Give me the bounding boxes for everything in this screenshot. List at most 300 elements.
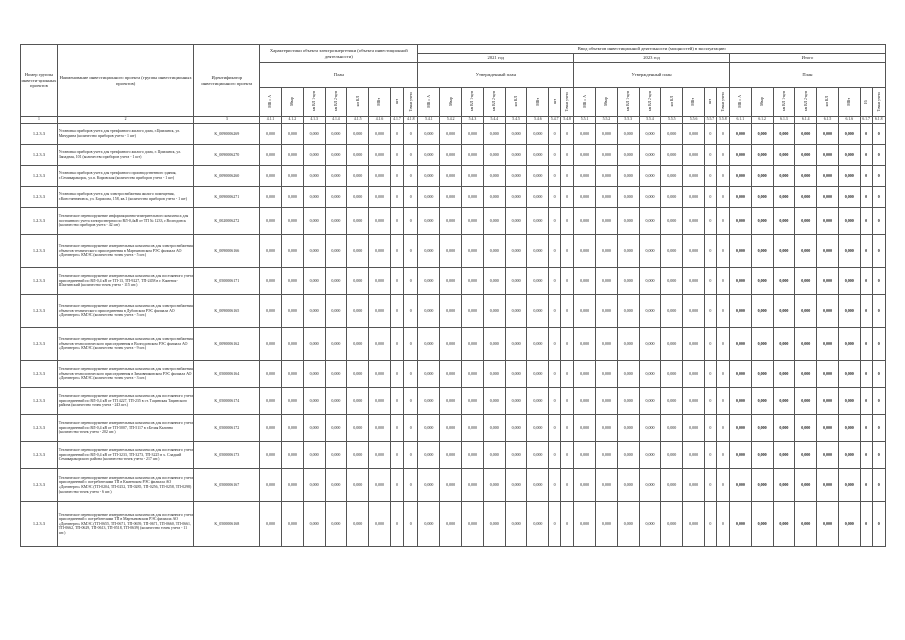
row-project-id-text: K_0500006164 <box>214 371 240 377</box>
row-value-text: 0,000 <box>266 131 276 137</box>
column-number <box>596 117 618 124</box>
row-value-text: 0,000 <box>446 278 456 284</box>
row-value-text: 0,000 <box>353 248 363 254</box>
row-value-text: 0,000 <box>287 173 297 179</box>
row-project-name <box>57 328 194 361</box>
row-value <box>549 145 561 166</box>
row-value-text: 0,000 <box>689 308 699 314</box>
row-value <box>751 328 773 361</box>
row-value <box>390 361 403 388</box>
row-value-text: 0 <box>877 131 880 137</box>
row-value-text: 0,000 <box>757 218 767 224</box>
row-value-text: 0 <box>721 278 724 284</box>
row-value <box>325 502 347 547</box>
row-value-text: 0,000 <box>823 521 832 527</box>
row-value-text: 0,000 <box>623 194 633 200</box>
row-value <box>838 415 860 442</box>
row-value-text: 0,000 <box>331 152 341 158</box>
row-value-text: 0,000 <box>533 173 543 179</box>
row-value <box>639 295 661 328</box>
row-value-text: 0,000 <box>667 173 677 179</box>
row-value <box>303 124 325 145</box>
row-value <box>729 388 751 415</box>
row-value <box>872 502 885 547</box>
row-value-text: 0,000 <box>779 278 789 284</box>
row-value-text: 0,000 <box>424 425 434 431</box>
column-number <box>527 117 549 124</box>
row-value <box>860 208 872 235</box>
characteristics-plan <box>260 63 418 88</box>
row-value <box>505 268 527 295</box>
row-value <box>795 502 817 547</box>
row-group-number <box>21 295 58 328</box>
row-value-text: 0,000 <box>580 398 590 404</box>
row-value <box>404 502 418 547</box>
unit-header <box>325 88 347 117</box>
row-value <box>527 328 549 361</box>
table-row <box>21 442 886 469</box>
row-value <box>773 166 795 187</box>
row-value-text: 0,000 <box>645 194 655 200</box>
row-value-text: 0,000 <box>375 278 384 284</box>
row-value <box>574 208 596 235</box>
row-value <box>729 187 751 208</box>
year-2021 <box>418 54 574 63</box>
row-value-text: 0 <box>709 278 712 284</box>
row-value-text: 0,000 <box>266 482 276 488</box>
row-value-text: 0,000 <box>533 131 543 137</box>
row-value-text: 0 <box>409 425 412 431</box>
row-value-text: 0,000 <box>467 152 477 158</box>
row-value <box>639 388 661 415</box>
row-value-text: 0,000 <box>467 194 477 200</box>
row-value <box>860 442 872 469</box>
row-value-text: 0,000 <box>779 248 789 254</box>
row-value-text: 0 <box>553 341 556 347</box>
row-value-text: 0,000 <box>424 398 434 404</box>
row-value <box>561 166 574 187</box>
row-value <box>549 469 561 502</box>
row-group-number <box>21 388 58 415</box>
row-value-text: 0,000 <box>667 341 677 347</box>
row-value-text: 0,000 <box>353 425 363 431</box>
row-value-text: 0 <box>566 152 569 158</box>
row-value <box>462 235 484 268</box>
row-value-text: 0,000 <box>601 218 611 224</box>
column-number <box>773 117 795 124</box>
row-value <box>729 328 751 361</box>
row-value-text: 0 <box>553 131 556 137</box>
row-group-number-text: 1.2.3.3 <box>32 452 45 458</box>
unit-header <box>561 88 574 117</box>
row-group-number-text: 1.2.3.3 <box>32 131 45 137</box>
row-value-text: 0,000 <box>511 131 521 137</box>
row-value-text: 0,000 <box>823 308 832 314</box>
row-value-text: 0 <box>865 341 868 347</box>
row-value <box>773 442 795 469</box>
row-value-text: 0,000 <box>467 371 477 377</box>
row-value <box>704 502 716 547</box>
row-value-text: 0,000 <box>580 308 590 314</box>
plan-approved-2021-text: Утвержденный план <box>475 72 516 78</box>
row-value-text: 0,000 <box>844 341 854 347</box>
row-value <box>260 295 282 328</box>
row-value <box>860 469 872 502</box>
row-value-text: 0 <box>409 194 412 200</box>
row-value-text: 0 <box>877 452 880 458</box>
row-value-text: 0,000 <box>353 278 363 284</box>
row-value-text: 0,000 <box>689 278 699 284</box>
row-project-name-text: Техническое перевооружение измерительных комплексов для постоянного учета присоединений с потребителями ТП в Каменском РЭС филиала АО «Донэнерго» КМЭС (ТП-0204, ТП-0252, ТП-0285, ТП-0256, ТП-0258, ТП-0298) (количество точек учета - 6 шт.) <box>58 475 193 494</box>
row-value-text: 0,000 <box>446 218 456 224</box>
row-value <box>817 415 839 442</box>
row-value-text: 0,000 <box>735 398 745 404</box>
unit-header-text: Точки учета <box>720 91 725 112</box>
unit-header <box>390 88 403 117</box>
row-value <box>325 469 347 502</box>
unit-header <box>661 88 683 117</box>
row-value-text: 0,000 <box>689 482 699 488</box>
row-value <box>838 187 860 208</box>
row-group-number-text: 1.2.3.3 <box>32 308 45 314</box>
column-number <box>260 117 282 124</box>
row-value <box>795 295 817 328</box>
row-value-text: 0,000 <box>580 425 590 431</box>
row-value <box>418 295 440 328</box>
row-project-name-text: Техническое перевооружение измерительных комплексов для электроснабжения объектов технического присоединения в Мартыновском РЭС филиала АО «Донэнерго» КМЭС (количество точек учета - 5 шт.) <box>58 244 193 258</box>
column-number <box>21 117 58 124</box>
row-value <box>303 361 325 388</box>
row-value-text: 0,000 <box>511 521 521 527</box>
column-number <box>704 117 716 124</box>
row-value <box>527 388 549 415</box>
column-number-text: 6.1.4 <box>801 117 810 122</box>
row-value-text: 0,000 <box>353 371 363 377</box>
row-value <box>404 124 418 145</box>
row-value <box>872 268 885 295</box>
row-value-text: 0,000 <box>601 248 611 254</box>
row-value <box>639 469 661 502</box>
row-value <box>773 208 795 235</box>
row-value <box>683 187 705 208</box>
row-group-number <box>21 145 58 166</box>
unit-header <box>574 88 596 117</box>
column-number-text: 4.1.3 <box>310 117 318 122</box>
row-value <box>751 295 773 328</box>
row-value <box>404 145 418 166</box>
row-value-text: 0,000 <box>489 341 499 347</box>
row-value <box>303 328 325 361</box>
row-value-text: 0,000 <box>331 371 341 377</box>
row-value-text: 0,000 <box>375 194 384 200</box>
row-project-id-text: K_0500006168 <box>214 521 240 527</box>
row-value <box>440 415 462 442</box>
row-value-text: 0,000 <box>424 194 434 200</box>
row-value <box>325 145 347 166</box>
row-value <box>860 328 872 361</box>
row-value <box>751 268 773 295</box>
row-value <box>661 124 683 145</box>
row-project-name-text: Техническое перевооружение информационно-измерительного комплекса для постоянного учета электроэнергии по ВЛ-0,4кВ от ТП № 1233, г.Волгодонск (количество приборов учета - 42 шт) <box>58 214 189 228</box>
row-value-text: 0,000 <box>266 248 276 254</box>
row-value <box>574 502 596 547</box>
row-value <box>639 361 661 388</box>
row-value-text: 0,000 <box>511 173 521 179</box>
row-project-name-text: Техническое перевооружение измерительных комплексов для постоянного учета присоединений по ВЛ-0,4 кВ от ТП-13, ТП-9227, ТП-2458 в г. Каменск-Шахтинский (количество точек учета - 115 шт.) <box>58 274 193 288</box>
row-value <box>729 268 751 295</box>
row-value <box>483 502 505 547</box>
row-value-text: 0,000 <box>735 521 745 527</box>
row-value <box>527 124 549 145</box>
col-project-name <box>57 45 194 117</box>
row-value-text: 0,000 <box>287 482 297 488</box>
row-value-text: 0,000 <box>511 194 521 200</box>
row-project-id <box>194 268 260 295</box>
row-value <box>462 166 484 187</box>
unit-header <box>729 88 751 117</box>
year-2023 <box>574 54 730 63</box>
row-value <box>440 235 462 268</box>
row-project-id <box>194 124 260 145</box>
unit-header <box>751 88 773 117</box>
row-value-text: 0,000 <box>645 398 655 404</box>
row-value <box>860 388 872 415</box>
unit-header-text: км КЛ <box>355 96 360 107</box>
row-value <box>505 235 527 268</box>
row-value-text: 0 <box>709 308 712 314</box>
row-value <box>639 235 661 268</box>
row-value-text: 0,000 <box>757 425 767 431</box>
row-value <box>872 187 885 208</box>
row-value <box>549 208 561 235</box>
row-value <box>596 145 618 166</box>
col-project-id <box>194 45 260 117</box>
unit-header <box>505 88 527 117</box>
row-value-text: 0,000 <box>623 218 633 224</box>
unit-header-text: Мвар <box>604 97 609 106</box>
row-value <box>462 268 484 295</box>
row-value-text: 0,000 <box>844 278 854 284</box>
row-value-text: 0 <box>409 248 412 254</box>
row-value-text: 0,000 <box>287 452 297 458</box>
row-value <box>838 166 860 187</box>
row-value-text: 0 <box>553 248 556 254</box>
row-value-text: 0,000 <box>623 482 633 488</box>
row-value-text: 0,000 <box>779 194 789 200</box>
row-value-text: 0,000 <box>757 131 767 137</box>
row-value <box>729 442 751 469</box>
row-value <box>303 415 325 442</box>
column-number <box>617 117 639 124</box>
row-value-text: 0,000 <box>467 452 477 458</box>
row-value <box>838 208 860 235</box>
plan-approved-2023 <box>574 63 730 88</box>
row-value <box>860 295 872 328</box>
row-value-text: 0,000 <box>375 371 384 377</box>
row-value <box>404 166 418 187</box>
row-value-text: 0 <box>395 521 398 527</box>
column-number-text: 4.1.5 <box>353 117 362 122</box>
row-value-text: 0,000 <box>287 521 297 527</box>
row-project-name-text: Техническое перевооружение измерительных комплексов для постоянного учета присоединений с потребителями ТП в Мартыновском РЭС филиала АО «Донэнерго» КМЭС (ТП-0655, ТП-0671, ТП-0659, ТП-0671, ТП-0660, ТП-0661, ТП-0662, ТП-0629, ТП-0613, ТП-0518, ТП-0639) (количество точек учета - 11 шт.) <box>58 512 193 535</box>
row-value <box>617 124 639 145</box>
row-value-text: 0,000 <box>823 482 832 488</box>
row-value-text: 0,000 <box>735 371 745 377</box>
row-value-text: 0,000 <box>580 521 590 527</box>
row-value-text: 0,000 <box>331 521 341 527</box>
row-value <box>325 235 347 268</box>
column-number <box>369 117 391 124</box>
row-value <box>347 469 369 502</box>
unit-header-text: км КЛ <box>825 96 830 107</box>
row-value <box>281 328 303 361</box>
row-project-name <box>57 166 194 187</box>
row-value <box>596 208 618 235</box>
table-row <box>21 388 886 415</box>
row-value <box>704 187 716 208</box>
row-value-text: 0,000 <box>667 398 677 404</box>
row-value <box>860 235 872 268</box>
group-characteristics-text: Характеристики объекта электроэнергетики (объекта инвестиционной деятельности) <box>269 48 408 59</box>
row-value-text: 0,000 <box>331 308 341 314</box>
row-value <box>639 442 661 469</box>
row-value <box>462 442 484 469</box>
row-value <box>549 268 561 295</box>
row-value-text: 0,000 <box>511 248 521 254</box>
table-row <box>21 415 886 442</box>
row-value-text: 0,000 <box>757 482 767 488</box>
row-value-text: 0,000 <box>446 452 456 458</box>
row-value <box>838 295 860 328</box>
row-project-id <box>194 208 260 235</box>
row-value <box>716 235 729 268</box>
row-value-text: 0,000 <box>533 425 543 431</box>
row-value-text: 0,000 <box>735 341 745 347</box>
row-value <box>483 268 505 295</box>
row-value <box>505 208 527 235</box>
row-value <box>369 502 391 547</box>
row-value-text: 0,000 <box>375 173 384 179</box>
row-value-text: 0,000 <box>266 398 276 404</box>
row-value <box>418 124 440 145</box>
row-value-text: 0,000 <box>667 425 677 431</box>
row-value <box>617 268 639 295</box>
row-value <box>483 388 505 415</box>
row-value-text: 0 <box>409 482 412 488</box>
row-value-text: 0,000 <box>375 452 384 458</box>
row-value-text: 0,000 <box>287 131 297 137</box>
row-value-text: 0 <box>395 173 398 179</box>
row-value <box>661 502 683 547</box>
row-value-text: 0,000 <box>375 152 384 158</box>
row-value-text: 0 <box>865 194 868 200</box>
row-project-name <box>57 295 194 328</box>
row-value-text: 0,000 <box>735 278 745 284</box>
row-value <box>661 235 683 268</box>
row-value <box>418 145 440 166</box>
row-value <box>704 361 716 388</box>
row-value <box>347 268 369 295</box>
row-value <box>527 361 549 388</box>
row-value-text: 0,000 <box>801 371 811 377</box>
row-value <box>617 361 639 388</box>
row-value <box>704 235 716 268</box>
row-value-text: 0,000 <box>757 173 767 179</box>
row-value <box>795 328 817 361</box>
row-value-text: 0,000 <box>801 173 811 179</box>
row-value <box>281 166 303 187</box>
row-value <box>549 187 561 208</box>
row-value-text: 0,000 <box>801 131 811 137</box>
table-row <box>21 268 886 295</box>
row-value <box>596 124 618 145</box>
row-project-id <box>194 295 260 328</box>
row-value-text: 0 <box>566 425 569 431</box>
row-group-number-text: 1.2.3.3 <box>32 194 45 200</box>
row-value <box>440 295 462 328</box>
row-value-text: 0,000 <box>424 308 434 314</box>
row-value <box>347 442 369 469</box>
row-value-text: 0,000 <box>489 482 499 488</box>
row-value-text: 0,000 <box>844 173 854 179</box>
row-value-text: 0 <box>865 398 868 404</box>
row-value-text: 0 <box>395 152 398 158</box>
unit-header-text: Точки учета <box>408 91 413 112</box>
row-value <box>751 208 773 235</box>
unit-header-text: Точки учета <box>876 91 881 112</box>
row-value <box>347 502 369 547</box>
row-value <box>462 388 484 415</box>
row-project-id-text: K_0090006166 <box>214 248 240 254</box>
row-value-text: 0,000 <box>623 131 633 137</box>
row-value-text: 0 <box>553 371 556 377</box>
row-value-text: 0,000 <box>309 308 319 314</box>
row-value <box>596 268 618 295</box>
row-value <box>574 295 596 328</box>
row-value <box>347 328 369 361</box>
row-value <box>683 469 705 502</box>
row-value-text: 0,000 <box>375 131 384 137</box>
unit-header <box>683 88 705 117</box>
row-project-name <box>57 415 194 442</box>
row-value <box>817 328 839 361</box>
row-value-text: 0,000 <box>287 248 297 254</box>
row-project-name-text: Техническое перевооружение измерительных комплексов для электроснабжения объектов технического присоединения в Дубовском РЭС филиала АО «Донэнерго» КМЭС (количество точек учета - 5 шт.) <box>58 304 193 318</box>
row-value <box>347 388 369 415</box>
row-value-text: 0,000 <box>757 341 767 347</box>
row-value-text: 0,000 <box>467 521 477 527</box>
row-value-text: 0,000 <box>757 152 767 158</box>
row-value <box>347 361 369 388</box>
row-value-text: 0,000 <box>331 278 341 284</box>
row-value <box>860 361 872 388</box>
row-value <box>462 502 484 547</box>
row-value-text: 0,000 <box>823 173 832 179</box>
row-value-text: 0 <box>709 194 712 200</box>
row-value <box>795 208 817 235</box>
row-group-number <box>21 166 58 187</box>
row-value <box>773 124 795 145</box>
row-value <box>505 124 527 145</box>
row-value <box>574 124 596 145</box>
column-number-text: 6.1.1 <box>736 117 745 122</box>
row-value-text: 0,000 <box>331 425 341 431</box>
column-number-text: 6.1.6 <box>845 117 854 122</box>
row-value <box>440 187 462 208</box>
row-value-text: 0,000 <box>467 482 477 488</box>
row-value-text: 0,000 <box>645 521 655 527</box>
row-value <box>729 208 751 235</box>
